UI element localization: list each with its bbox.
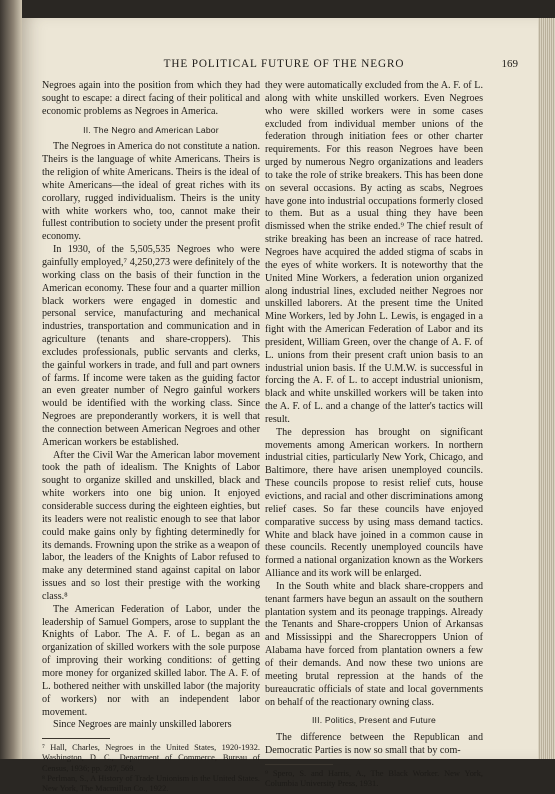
paragraph: The difference between the Republican and Democratic Parties is now so small that by com- xyxy=(265,732,483,757)
page-header xyxy=(50,58,518,74)
book-binding xyxy=(0,0,22,759)
running-head: THE POLITICAL FUTURE OF THE NEGRO xyxy=(163,58,405,70)
section-heading: II. The Negro and American Labor xyxy=(83,124,219,135)
paragraph: In the South white and black share-croppers and tenant farmers have begun an assault on the southern plantation system and its peonage trappings. Already the Tenants and Share-croppers Union of Arkansas and Mississippi and the Sharecroppers Union of Alabama have forced from plantation owners a few of their demands. And now these two unions are meeting brutal repression at the hands of the bureaucratic officials of state and local governments on behalf of the reactionary owning class. xyxy=(265,580,483,708)
paragraph: After the Civil War the American labor movement took the path of idealism. The Knights of Labor sought to organize skilled and unskilled, black and white workers into one big union. It enjoyed considerable success during the eighteen eighties, but its leaders were not realistic enough to see that labor could make gains only by fighting determinedly for its demands. Frowning upon the strike as a weapon of labor, the leaders of the Knights of Labor refused to make any determined stand against capital on labor issues and so lost their prestige with the working class.⁸ xyxy=(42,449,260,602)
footnote: ⁸ Perlman, S., A History of Trade Unionism in the United States. New York, The Macmillan Co., 1922. xyxy=(42,773,260,793)
paragraph: The depression has brought on significant movements among American workers. In northern industrial cities, particularly New York, Chicago, and Baltimore, there have arisen unemployed councils. These councils propose to resist relief cuts, house evictions, and racial and other discriminations among relief cases. So far these councils have enjoyed comparative success by using mass demand tactics. White and black have joined in a common cause in these councils. Recently unemployed councils have formed a national organization known as the Workers Alliance and its work will be enlarged. xyxy=(265,426,483,580)
footnote-rule xyxy=(42,738,110,739)
right-column xyxy=(265,80,483,789)
paragraph: they were automatically excluded from the A. F. of L. along with white unskilled workers. Even Negroes who were skilled workers were in some cases excluded from individual member unions of the federation through initiation fees or other charter requirements. For this reason Negroes have been urged by numerous Negro organizations and leaders to take the role of strike breakers. This has been done on several occasions. By acting as scabs, Negroes have gone into industrial occupations formerly closed to them. But as a usual thing they have been dismissed when the strike ended.⁹ The chief result of strike breaking has been an increase of race hatred. Negroes have acquired the added stigma of scabs in the eyes of white workers. It is noteworthy that the United Mine Workers, a federation union organized along industrial lines, excluded neither Negroes nor unskilled laborers. At the present time the United Mine Workers, led by John L. Lewis, is engaged in a fight with the American Federation of Labor and its president, William Green, over the change of A. F. of L. unions from their present craft union basis to an industrial union basis. If the U.M.W. is successful in forcing the A. F. of L. to accept industrial unionism, black and white unskilled workers will be taken into the A. F. of L. and a change of the latter's tactics will result. xyxy=(265,80,483,425)
paragraph: In 1930, of the 5,505,535 Negroes who were gainfully employed,⁷ 4,250,273 were definitely of the working class on the basis of their function in the American economy. These four and a quarter million black workers were engaged in domestic and personal service, manufacturing and mechanical industries, transportation and communication and in agriculture (tenants and share-croppers). This excludes professionals, public servants and clerks, the gainful workers in trade, and full and part owners of farms. If income were taken as the guiding factor an even greater number of Negro gainful workers would be identified with the working class. Since Negroes are preponderantly workers, it is well that the connection between American Negroes and other American workers be established. xyxy=(42,244,260,448)
footnotes xyxy=(42,743,260,794)
footnote: ⁹ Spero, S. and Harris, A., The Black Worker. New York, Columbia University Press, 1931. xyxy=(265,768,483,789)
footnotes xyxy=(265,769,483,789)
section-heading: III. Politics, Present and Future xyxy=(311,715,437,726)
footnote-rule xyxy=(265,764,333,765)
paragraph: Since Negroes are mainly unskilled laborers xyxy=(53,719,232,731)
footnote: ⁷ Hall, Charles, Negroes in the United States, 1920-1932. Washington, D. C., Department of Commerce, Bureau of Census, 1936; pp. 287, 569. xyxy=(42,743,260,773)
left-column xyxy=(42,80,260,794)
page-edges xyxy=(538,18,555,759)
page-number: 169 xyxy=(501,58,518,70)
paragraph: The American Federation of Labor, under the leadership of Samuel Gompers, arose to supplant the Knights of Labor. The A. F. of L. began as an organization of skilled workers with the sole purpose of improving their working conditions: of getting more money for organized skilled labor. The A. F. of L. bothered neither with unskilled labor (the majority of workers) nor with an independent labor movement. xyxy=(42,603,260,718)
paragraph: The Negroes in America do not constitute a nation. Theirs is the language of white Americans. Theirs is the religion of white Americans. Theirs is the ideal of white Americans—the ideal of great riches with its corollary, rugged individualism. Theirs is the unity with white workers who, too, cannot make their fullest contribution to society under the present profit economy. xyxy=(42,141,260,243)
paragraph: Negroes again into the position from which they had sought to escape: a direct facing of their political and economic problems as Negroes in America. xyxy=(42,80,260,117)
